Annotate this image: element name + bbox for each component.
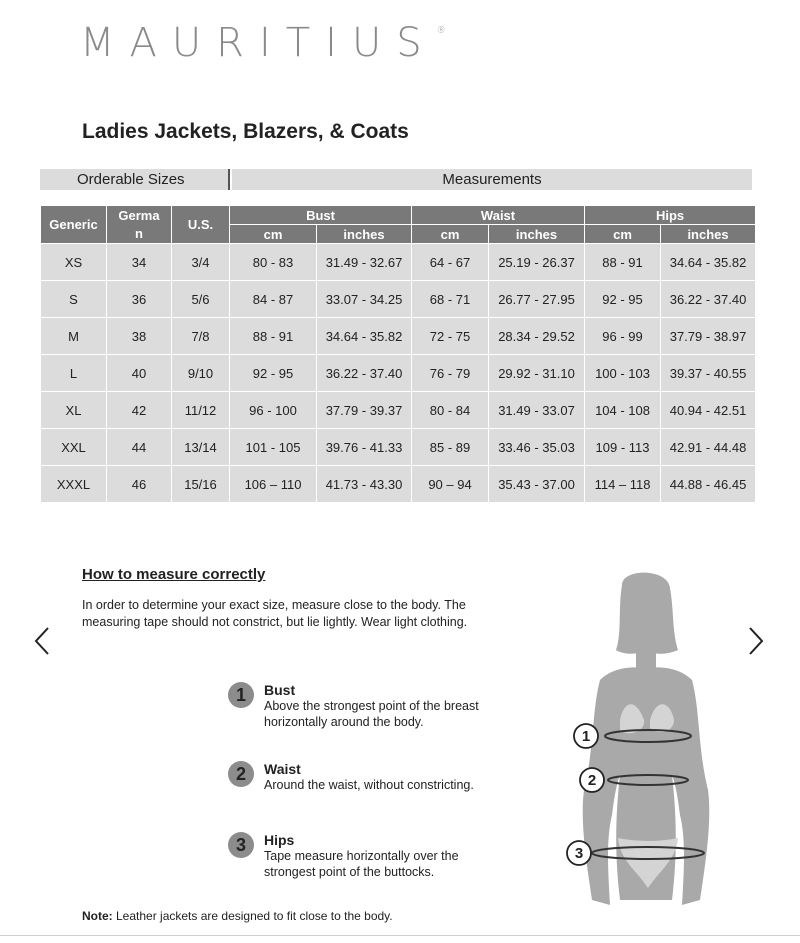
cell-us: 13/14 — [172, 429, 230, 466]
table-row — [41, 281, 756, 318]
cell-waist-inches: 31.49 - 33.07 — [489, 392, 585, 429]
header-hips: Hips — [585, 206, 756, 225]
cell-generic: L — [41, 355, 107, 392]
cell-german: 40 — [107, 355, 172, 392]
cell-waist-inches: 28.34 - 29.52 — [489, 318, 585, 355]
cell-hips-cm: 92 - 95 — [585, 281, 661, 318]
cell-german: 42 — [107, 392, 172, 429]
cell-bust-inches: 36.22 - 37.40 — [317, 355, 412, 392]
cell-generic: XS — [41, 244, 107, 281]
note-text: Leather jackets are designed to fit close to the body. — [112, 909, 393, 923]
table-row — [41, 392, 756, 429]
header-hips-cm: cm — [585, 225, 661, 244]
cell-hips-cm: 104 - 108 — [585, 392, 661, 429]
divider — [0, 935, 800, 936]
figure-marker-2 — [580, 768, 604, 792]
size-chart-body — [41, 244, 756, 503]
step-number-badge: 3 — [228, 832, 254, 858]
step-description: Around the waist, without constricting. — [264, 778, 474, 792]
table-row — [41, 244, 756, 281]
chevron-left-icon[interactable] — [30, 624, 54, 658]
cell-generic: M — [41, 318, 107, 355]
marker-label: 3 — [574, 845, 584, 862]
marker-label: 2 — [587, 772, 597, 789]
cell-generic: XL — [41, 392, 107, 429]
header-generic: Generic — [41, 206, 107, 244]
cell-bust-inches: 33.07 - 34.25 — [317, 281, 412, 318]
header-bust: Bust — [230, 206, 412, 225]
cell-bust-cm: 88 - 91 — [230, 318, 317, 355]
table-row — [41, 355, 756, 392]
cell-bust-cm: 101 - 105 — [230, 429, 317, 466]
cell-waist-inches: 25.19 - 26.37 — [489, 244, 585, 281]
how-to-measure-title: How to measure correctly — [82, 566, 266, 583]
step-bust — [228, 682, 504, 730]
step-title: Hips — [264, 832, 295, 848]
cell-us: 11/12 — [172, 392, 230, 429]
header-hips-inches: inches — [661, 225, 756, 244]
cell-waist-cm: 76 - 79 — [412, 355, 489, 392]
cell-waist-inches: 26.77 - 27.95 — [489, 281, 585, 318]
cell-waist-cm: 64 - 67 — [412, 244, 489, 281]
cell-us: 15/16 — [172, 466, 230, 503]
table-row — [41, 318, 756, 355]
cell-german: 34 — [107, 244, 172, 281]
cell-bust-cm: 80 - 83 — [230, 244, 317, 281]
orderable-sizes-header: Orderable Sizes — [40, 169, 230, 190]
step-hips — [228, 832, 494, 880]
cell-german: 46 — [107, 466, 172, 503]
cell-hips-inches: 36.22 - 37.40 — [661, 281, 756, 318]
cell-us: 5/6 — [172, 281, 230, 318]
cell-hips-inches: 44.88 - 46.45 — [661, 466, 756, 503]
cell-hips-inches: 37.79 - 38.97 — [661, 318, 756, 355]
step-title: Waist — [264, 761, 301, 777]
cell-bust-inches: 34.64 - 35.82 — [317, 318, 412, 355]
how-to-measure-intro: In order to determine your exact size, measure close to the body. The measuring tape should not constrict, but lie lightly. Wear light clothing. — [82, 598, 468, 629]
cell-waist-cm: 85 - 89 — [412, 429, 489, 466]
header-german — [107, 206, 172, 244]
cell-bust-inches: 39.76 - 41.33 — [317, 429, 412, 466]
registered-mark: ® — [436, 26, 446, 36]
cell-us: 9/10 — [172, 355, 230, 392]
cell-us: 3/4 — [172, 244, 230, 281]
cell-hips-inches: 42.91 - 44.48 — [661, 429, 756, 466]
header-waist: Waist — [412, 206, 585, 225]
cell-hips-cm: 96 - 99 — [585, 318, 661, 355]
header-bust-inches: inches — [317, 225, 412, 244]
step-waist — [228, 761, 514, 793]
cell-waist-cm: 68 - 71 — [412, 281, 489, 318]
cell-us: 7/8 — [172, 318, 230, 355]
marker-label: 1 — [581, 728, 591, 745]
chevron-right-icon[interactable] — [744, 624, 768, 658]
cell-german: 44 — [107, 429, 172, 466]
table-row — [41, 466, 756, 503]
header-bust-cm: cm — [230, 225, 317, 244]
header-us: U.S. — [172, 206, 230, 244]
step-description: Tape measure horizontally over the strongest point of the buttocks. — [264, 849, 459, 879]
note-label: Note: — [82, 909, 113, 923]
body-measurement-figure — [560, 570, 750, 930]
cell-bust-cm: 84 - 87 — [230, 281, 317, 318]
cell-bust-inches: 41.73 - 43.30 — [317, 466, 412, 503]
step-title: Bust — [264, 682, 296, 698]
figure-marker-1 — [574, 724, 598, 748]
cell-waist-inches: 35.43 - 37.00 — [489, 466, 585, 503]
table-row — [41, 429, 756, 466]
cell-hips-inches: 40.94 - 42.51 — [661, 392, 756, 429]
step-number-badge: 2 — [228, 761, 254, 787]
cell-hips-inches: 39.37 - 40.55 — [661, 355, 756, 392]
size-chart-table — [40, 205, 756, 503]
cell-hips-cm: 114 – 118 — [585, 466, 661, 503]
cell-bust-cm: 96 - 100 — [230, 392, 317, 429]
header-german-line2: n — [135, 225, 143, 241]
step-description: Above the strongest point of the breast horizontally around the body. — [264, 699, 479, 729]
cell-bust-cm: 92 - 95 — [230, 355, 317, 392]
cell-bust-cm: 106 – 110 — [230, 466, 317, 503]
cell-generic: S — [41, 281, 107, 318]
step-number-badge: 1 — [228, 682, 254, 708]
cell-bust-inches: 31.49 - 32.67 — [317, 244, 412, 281]
figure-neck — [636, 640, 656, 668]
cell-waist-cm: 80 - 84 — [412, 392, 489, 429]
cell-waist-inches: 33.46 - 35.03 — [489, 429, 585, 466]
cell-waist-inches: 29.92 - 31.10 — [489, 355, 585, 392]
header-waist-inches: inches — [489, 225, 585, 244]
cell-generic: XXL — [41, 429, 107, 466]
cell-hips-inches: 34.64 - 35.82 — [661, 244, 756, 281]
cell-bust-inches: 37.79 - 39.37 — [317, 392, 412, 429]
brand-name: MAURITIUS — [80, 20, 437, 66]
cell-generic: XXXL — [41, 466, 107, 503]
cell-waist-cm: 90 – 94 — [412, 466, 489, 503]
header-waist-cm: cm — [412, 225, 489, 244]
cell-hips-cm: 109 - 113 — [585, 429, 661, 466]
leather-note — [82, 909, 393, 923]
cell-hips-cm: 100 - 103 — [585, 355, 661, 392]
cell-hips-cm: 88 - 91 — [585, 244, 661, 281]
page-title: Ladies Jackets, Blazers, & Coats — [82, 120, 409, 143]
measurements-header: Measurements — [232, 169, 752, 190]
brand-logo — [80, 20, 446, 66]
cell-waist-cm: 72 - 75 — [412, 318, 489, 355]
header-german-line1: Germa — [118, 207, 160, 223]
cell-german: 38 — [107, 318, 172, 355]
figure-marker-3 — [567, 841, 591, 865]
cell-german: 36 — [107, 281, 172, 318]
